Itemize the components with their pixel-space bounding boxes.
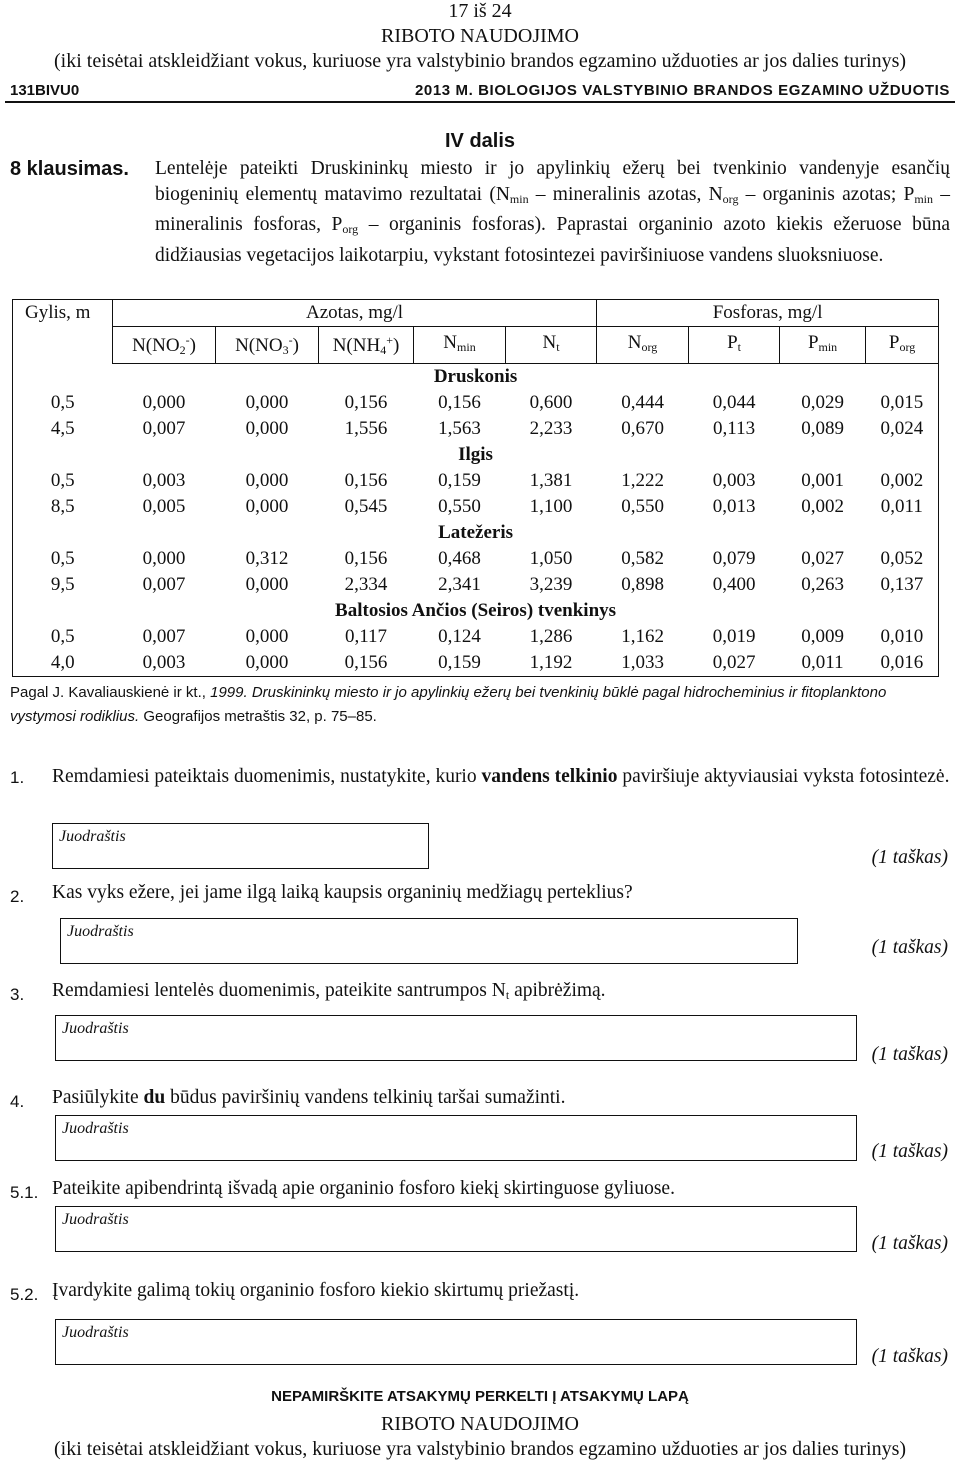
- value-cell: 1,050: [529, 548, 573, 569]
- value-cell: 0,089: [801, 418, 844, 439]
- table-group-row: [13, 520, 939, 546]
- value-cell: 0,468: [438, 548, 481, 569]
- nitrogen-header: Azotas, mg/l: [113, 300, 597, 327]
- points-3: (1 taškas): [871, 1044, 948, 1065]
- value-cell: 0,113: [713, 418, 756, 439]
- value-cell: 0,002: [866, 468, 939, 494]
- value-cell: 2,233: [529, 418, 573, 439]
- depth-cell: 0,5: [13, 624, 113, 650]
- value-cell: 1,162: [621, 626, 664, 647]
- value-cell: 0,312: [245, 548, 289, 569]
- draft-label: Juodraštis: [62, 1211, 129, 1228]
- answer-box-5-2[interactable]: [55, 1319, 857, 1365]
- value-cell: 0,007: [142, 418, 186, 439]
- points-5-1: (1 taškas): [871, 1233, 948, 1254]
- depth-header: Gylis, m: [13, 300, 113, 327]
- value-cell: 0,898: [621, 574, 664, 595]
- value-cell: 0,009: [801, 626, 844, 647]
- table-row: [13, 390, 939, 416]
- value-cell: 1,286: [529, 626, 573, 647]
- exam-title: 2013 M. BIOLOGIJOS VALSTYBINIO BRANDOS EGZAMINO UŽDUOTIS: [414, 82, 950, 99]
- answer-box-2[interactable]: [60, 918, 798, 964]
- value-cell: 0,003: [142, 470, 186, 491]
- value-cell: 0,156: [438, 392, 481, 413]
- value-cell: 0,000: [245, 392, 289, 413]
- value-cell: 1,381: [529, 470, 573, 491]
- value-cell: 0,000: [245, 418, 289, 439]
- value-cell: 0,000: [245, 626, 289, 647]
- value-cell: 0,156: [344, 470, 388, 491]
- value-cell: 0,013: [712, 496, 756, 517]
- table-group-row: [13, 442, 939, 468]
- question-3-text: Remdamiesi lentelės duomenimis, pateikite santrumpos $N_t$ apibrėžimą.: [52, 980, 606, 1002]
- points-5-2: (1 taškas): [871, 1346, 948, 1367]
- value-cell: 0,005: [142, 496, 186, 517]
- value-cell: 0,124: [438, 626, 481, 647]
- question-2-text: Kas vyks ežere, jei jame ilgą laiką kaupsis organinių medžiagų perteklius?: [52, 882, 633, 903]
- value-cell: 0,015: [866, 390, 939, 416]
- value-cell: 1,222: [621, 470, 664, 491]
- value-cell: 0,444: [621, 392, 664, 413]
- value-cell: 0,550: [438, 496, 481, 517]
- col-no3: $N(NO_3^-)$: [216, 327, 319, 364]
- value-cell: 0,029: [801, 392, 844, 413]
- draft-label: Juodraštis: [62, 1120, 129, 1137]
- col-nmin: $N_{min}$: [414, 327, 506, 364]
- value-cell: 0,016: [866, 650, 939, 677]
- value-cell: 3,239: [529, 574, 573, 595]
- depth-cell: 0,5: [13, 390, 113, 416]
- source-citation: Pagal J. Kavaliauskienė ir kt., 1999. Druskininkų miesto ir jo apylinkių ežerų bei tvenkinių būklė pagal hidrocheminius ir fitoplanktono vystymosi rodiklius. Geografijos metraštis 32, p. 75–85.: [10, 684, 887, 725]
- depth-cell: 8,5: [13, 494, 113, 520]
- value-cell: 0,000: [245, 496, 289, 517]
- value-cell: 0,156: [344, 548, 388, 569]
- answer-box-3[interactable]: [55, 1015, 857, 1061]
- table-row: [13, 546, 939, 572]
- value-cell: 0,002: [801, 496, 844, 517]
- nutrient-table: [12, 299, 939, 677]
- points-4: (1 taškas): [871, 1141, 948, 1162]
- value-cell: 0,117: [344, 626, 388, 647]
- depth-cell: 0,5: [13, 468, 113, 494]
- points-2: (1 taškas): [871, 937, 948, 958]
- water-body-name: Latežeris: [13, 520, 939, 546]
- table-group-row: [13, 598, 939, 624]
- col-pmin: $P_{min}$: [780, 327, 866, 364]
- table-row: [13, 624, 939, 650]
- value-cell: 0,582: [621, 548, 664, 569]
- question-1-number: 1.: [10, 768, 25, 787]
- value-cell: 0,003: [113, 650, 216, 677]
- value-cell: 0,024: [866, 416, 939, 442]
- answer-box-5-1[interactable]: [55, 1206, 857, 1252]
- depth-cell: 4,0: [13, 650, 113, 677]
- question-5-1-text: Pateikite apibendrintą išvadą apie organinio fosforo kiekį skirtinguose gyliuose.: [52, 1178, 675, 1199]
- question-intro: Lentelėje pateikti Druskininkų miesto ir jo apylinkių ežerų bei tvenkinio vandenyje esančių biogeninių elementų matavimo rezultatai ($N_{min}$ – mineralinis azotas, $N_{org}$ – organinis azotas; $P_{min}$ – mineralinis fosforas, $P_{org}$ – organinis fosforas). Paprastai organinio azoto kiekis ežeruose būna didžiausias vegetacijos laikotarpiu, vykstant fotosintezei paviršiniuose vandens sluoksniuose.: [155, 158, 950, 266]
- question-1-text: Remdamiesi pateiktais duomenimis, nustatykite, kurio vandens telkinio paviršiuje aktyviausiai vyksta fotosintezė.: [52, 766, 950, 787]
- value-cell: 0,000: [245, 574, 289, 595]
- restricted-label: RIBOTO NAUDOJIMO: [381, 25, 579, 47]
- value-cell: 1,563: [438, 418, 481, 439]
- value-cell: 0,000: [142, 548, 186, 569]
- water-body-name: Baltosios Ančios (Seiros) tvenkinys: [13, 598, 939, 624]
- restriction-note: (iki teisėtai atskleidžiant vokus, kuriuose yra valstybinio brandos egzamino užduoties ar jos dalies turinys): [53, 50, 907, 72]
- answer-box-1[interactable]: [52, 823, 429, 869]
- table-row: [13, 468, 939, 494]
- value-cell: 0,159: [438, 470, 481, 491]
- value-cell: 0,159: [414, 650, 506, 677]
- col-nt: $N_t$: [506, 327, 597, 364]
- col-porg: $P_{org}$: [866, 327, 939, 364]
- transfer-reminder: NEPAMIRŠKITE ATSAKYMŲ PERKELTI Į ATSAKYMŲ LAPĄ: [271, 1388, 689, 1405]
- draft-label: Juodraštis: [62, 1020, 129, 1037]
- phosphorus-header: Fosforas, mg/l: [597, 300, 939, 327]
- value-cell: 0,027: [801, 548, 844, 569]
- question-4-number: 4.: [10, 1092, 25, 1111]
- page-number: 17 iš 24: [448, 0, 512, 22]
- draft-label: Juodraštis: [62, 1324, 129, 1341]
- value-cell: 0,027: [689, 650, 780, 677]
- table-row: [13, 572, 939, 598]
- table-group-row: [13, 364, 939, 391]
- footer-restricted-label: RIBOTO NAUDOJIMO: [381, 1413, 579, 1435]
- question-5-2-text: Įvardykite galimą tokių organinio fosforo kiekio skirtumų priežastį.: [52, 1280, 580, 1301]
- value-cell: 0,156: [319, 650, 414, 677]
- value-cell: 0,545: [344, 496, 388, 517]
- depth-cell: 0,5: [13, 546, 113, 572]
- answer-box-4[interactable]: [55, 1115, 857, 1161]
- question-5-2-number: 5.2.: [10, 1285, 39, 1304]
- points-1: (1 taškas): [871, 847, 948, 868]
- table-row: [13, 416, 939, 442]
- value-cell: 0,044: [712, 392, 756, 413]
- question-4-text: Pasiūlykite du būdus paviršinių vandens telkinių taršai sumažinti.: [52, 1087, 566, 1108]
- value-cell: 1,033: [597, 650, 689, 677]
- depth-cell: 4,5: [13, 416, 113, 442]
- value-cell: 0,010: [866, 624, 939, 650]
- value-cell: 0,052: [866, 546, 939, 572]
- exam-code: 131BIVU0: [10, 82, 80, 99]
- col-norg: $N_{org}$: [597, 327, 689, 364]
- table-header-row-1: [13, 300, 939, 327]
- depth-cell: 9,5: [13, 572, 113, 598]
- value-cell: 0,019: [712, 626, 756, 647]
- col-no2: $N(NO_2^-)$: [113, 327, 216, 364]
- value-cell: 0,079: [712, 548, 756, 569]
- value-cell: 1,100: [529, 496, 573, 517]
- footer-restriction-note: (iki teisėtai atskleidžiant vokus, kuriuose yra valstybinio brandos egzamino užduoties ar jos dalies turinys): [53, 1438, 907, 1460]
- value-cell: 0,156: [344, 392, 388, 413]
- value-cell: 1,192: [506, 650, 597, 677]
- header-divider: [5, 101, 955, 103]
- draft-label: Juodraštis: [67, 923, 134, 940]
- question-2-number: 2.: [10, 887, 25, 906]
- value-cell: 0,001: [801, 470, 844, 491]
- value-cell: 0,600: [529, 392, 573, 413]
- value-cell: 0,550: [621, 496, 664, 517]
- table-header-row-2: [13, 327, 939, 364]
- draft-label: Juodraštis: [59, 828, 126, 845]
- water-body-name: Druskonis: [13, 364, 939, 391]
- value-cell: 1,556: [344, 418, 388, 439]
- question-3-number: 3.: [10, 985, 25, 1004]
- value-cell: 0,003: [712, 470, 756, 491]
- part-title: IV dalis: [444, 130, 516, 152]
- value-cell: 0,007: [142, 574, 186, 595]
- value-cell: 0,011: [780, 650, 866, 677]
- col-pt: $P_t$: [689, 327, 780, 364]
- value-cell: 0,000: [245, 470, 289, 491]
- question-label: 8 klausimas.: [10, 158, 129, 180]
- value-cell: 0,007: [142, 626, 186, 647]
- water-body-name: Ilgis: [13, 442, 939, 468]
- table-row: [13, 650, 939, 677]
- question-5-1-number: 5.1.: [10, 1183, 39, 1202]
- depth-header-cont: [13, 327, 113, 364]
- value-cell: 0,000: [142, 392, 186, 413]
- value-cell: 0,400: [712, 574, 756, 595]
- value-cell: 0,263: [801, 574, 844, 595]
- value-cell: 0,670: [621, 418, 664, 439]
- table-row: [13, 494, 939, 520]
- value-cell: 2,334: [344, 574, 388, 595]
- value-cell: 0,137: [866, 572, 939, 598]
- value-cell: 2,341: [438, 574, 481, 595]
- col-nh4: $N(NH_4^+)$: [319, 327, 414, 364]
- value-cell: 0,000: [216, 650, 319, 677]
- value-cell: 0,011: [866, 494, 939, 520]
